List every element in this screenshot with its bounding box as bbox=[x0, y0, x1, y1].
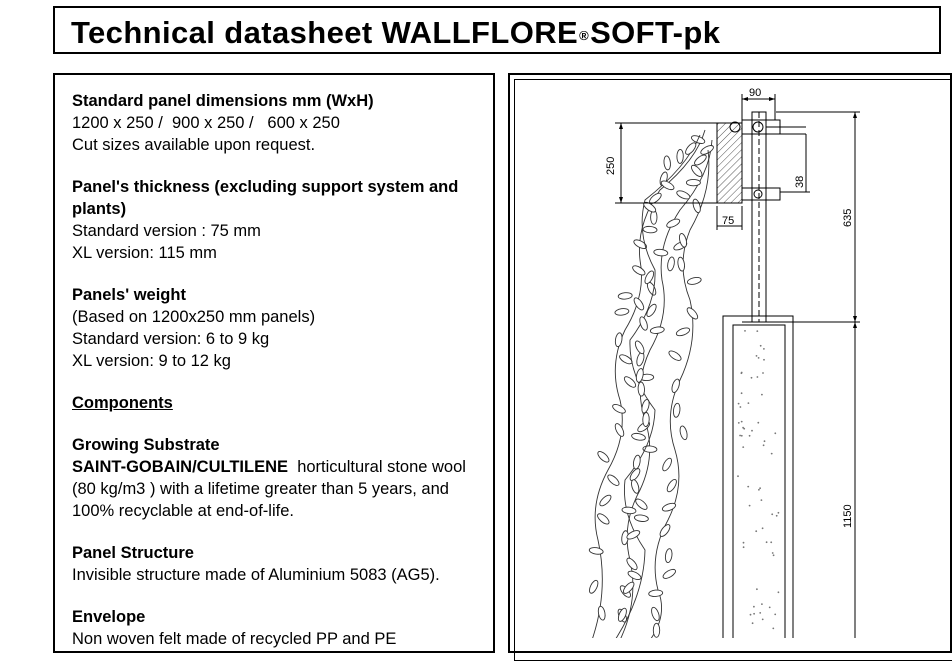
leaf-icon bbox=[675, 326, 690, 337]
leaf-icon bbox=[634, 497, 649, 511]
dim-arrow bbox=[853, 322, 857, 328]
texture-speck bbox=[771, 513, 773, 515]
substrate-heading: Growing Substrate bbox=[72, 436, 220, 454]
dimensions-line: 1200 x 250 / 900 x 250 / 600 x 250 bbox=[72, 114, 340, 132]
texture-speck bbox=[760, 345, 762, 347]
leaf-icon bbox=[589, 547, 604, 556]
leaf-icon bbox=[665, 478, 678, 493]
substrate-brand: SAINT-GOBAIN/CULTILENE bbox=[72, 458, 289, 476]
leaf-icon bbox=[614, 332, 623, 347]
texture-speck bbox=[755, 530, 757, 532]
texture-speck bbox=[743, 428, 745, 430]
texture-speck bbox=[759, 612, 761, 614]
texture-speck bbox=[744, 330, 746, 332]
texture-speck bbox=[763, 444, 765, 446]
structure-heading: Panel Structure bbox=[72, 544, 194, 562]
leaf-icon bbox=[662, 568, 677, 581]
texture-speck bbox=[772, 628, 774, 630]
texture-speck bbox=[762, 619, 764, 621]
dim-arrow bbox=[853, 112, 857, 118]
leaf-icon bbox=[588, 579, 600, 594]
leaf-icon bbox=[650, 326, 665, 334]
texture-speck bbox=[763, 348, 765, 350]
dim-arrow bbox=[619, 123, 623, 129]
leaf-icon bbox=[661, 502, 676, 513]
texture-speck bbox=[737, 475, 739, 477]
structure-text: Invisible structure made of Aluminium 5083 (AG5). bbox=[72, 566, 440, 584]
texture-speck bbox=[741, 372, 743, 374]
texture-speck bbox=[763, 359, 765, 361]
texture-speck bbox=[762, 372, 764, 374]
leaf-icon bbox=[670, 378, 680, 393]
leaf-icon bbox=[673, 403, 681, 418]
texture-speck bbox=[743, 542, 745, 544]
texture-speck bbox=[749, 435, 751, 437]
leaf-icon bbox=[631, 432, 646, 441]
leaf-icon bbox=[618, 292, 633, 300]
leaf-icon bbox=[630, 479, 640, 494]
dimensions-heading: Standard panel dimensions mm (WxH) bbox=[72, 92, 374, 110]
leaf-icon bbox=[615, 308, 630, 316]
registered-mark: ® bbox=[579, 28, 590, 43]
leaf-icon bbox=[634, 340, 646, 355]
bottom-bracket bbox=[742, 188, 780, 200]
leaf-icon bbox=[606, 473, 621, 487]
texture-speck bbox=[743, 546, 745, 548]
texture-speck bbox=[753, 613, 755, 615]
dim-label-upper: 635 bbox=[842, 208, 854, 227]
leaf-icon bbox=[667, 349, 682, 362]
title-suffix: SOFT-pk bbox=[590, 15, 721, 50]
leaf-icon bbox=[677, 257, 686, 272]
leaf-icon bbox=[663, 156, 671, 171]
leaf-icon bbox=[596, 450, 611, 464]
texture-speck bbox=[757, 422, 759, 424]
texture-speck bbox=[778, 591, 780, 593]
dim-label-width: 90 bbox=[749, 87, 762, 99]
leaf-icon bbox=[611, 403, 626, 415]
leaf-icon bbox=[598, 493, 613, 507]
texture-speck bbox=[741, 392, 743, 394]
leaf-icon bbox=[686, 179, 700, 185]
leaf-icon bbox=[661, 457, 673, 472]
texture-speck bbox=[738, 422, 740, 424]
thickness-line: XL version: 115 mm bbox=[72, 244, 217, 262]
leaf-icon bbox=[631, 264, 646, 277]
texture-speck bbox=[756, 355, 758, 357]
leaf-icon bbox=[643, 412, 650, 426]
texture-speck bbox=[770, 541, 772, 543]
leaf-icon bbox=[597, 606, 606, 621]
panel-section bbox=[717, 123, 742, 203]
post-texture bbox=[737, 330, 779, 629]
texture-speck bbox=[757, 376, 759, 378]
dim-label-panel-height: 250 bbox=[605, 156, 617, 175]
leaf-icon bbox=[638, 316, 649, 331]
post-infill bbox=[733, 325, 785, 638]
dim-arrow bbox=[853, 316, 857, 322]
texture-speck bbox=[761, 603, 763, 605]
components-heading: Components bbox=[72, 394, 173, 412]
leaf-icon bbox=[690, 164, 704, 179]
leaf-icon bbox=[677, 149, 684, 163]
texture-speck bbox=[751, 430, 753, 432]
leaf-icon bbox=[667, 256, 676, 271]
texture-speck bbox=[738, 403, 740, 405]
leaf-icon bbox=[699, 144, 714, 156]
texture-speck bbox=[750, 614, 752, 616]
leaf-icon bbox=[660, 179, 675, 191]
texture-speck bbox=[773, 554, 775, 556]
texture-speck bbox=[753, 606, 755, 608]
leaf-icon bbox=[635, 352, 645, 367]
texture-speck bbox=[747, 486, 749, 488]
texture-speck bbox=[761, 499, 763, 501]
texture-speck bbox=[766, 541, 768, 543]
thickness-heading: Panel's thickness (excluding support system and plants) bbox=[72, 178, 459, 218]
texture-speck bbox=[741, 421, 743, 423]
leaf-icon bbox=[632, 455, 641, 470]
plant-vine-illustration bbox=[588, 130, 715, 638]
envelope-heading: Envelope bbox=[72, 608, 146, 626]
leaf-icon bbox=[653, 623, 659, 637]
leaf-icon bbox=[627, 569, 642, 581]
leaf-icon bbox=[650, 606, 661, 621]
leaf-icon bbox=[634, 514, 649, 522]
leaf-icon bbox=[679, 425, 689, 440]
texture-speck bbox=[761, 394, 763, 396]
texture-speck bbox=[740, 406, 742, 408]
leaf-icon bbox=[692, 198, 702, 213]
envelope-text: Non woven felt made of recycled PP and PE bbox=[72, 630, 397, 648]
texture-speck bbox=[759, 487, 761, 489]
texture-speck bbox=[778, 512, 780, 514]
leaf-icon bbox=[654, 249, 669, 257]
texture-speck bbox=[771, 453, 773, 455]
bolt-icon bbox=[754, 190, 762, 198]
leaf-icon bbox=[666, 217, 681, 229]
texture-speck bbox=[774, 432, 776, 434]
texture-speck bbox=[756, 330, 758, 332]
title-prefix: Technical datasheet WALLFLORE bbox=[71, 15, 579, 50]
leaf-icon bbox=[596, 512, 611, 526]
dim-arrow bbox=[769, 97, 775, 101]
texture-speck bbox=[742, 446, 744, 448]
texture-speck bbox=[758, 357, 760, 359]
leaf-icon bbox=[687, 276, 702, 285]
dim-label-bracket: 38 bbox=[794, 175, 806, 188]
leaf-icon bbox=[665, 548, 673, 563]
vine-stem bbox=[650, 150, 709, 638]
weight-line: XL version: 9 to 12 kg bbox=[72, 352, 231, 370]
thickness-line: Standard version : 75 mm bbox=[72, 222, 261, 240]
leaf-icon bbox=[626, 529, 641, 541]
texture-speck bbox=[756, 588, 758, 590]
leaf-icon bbox=[613, 422, 625, 437]
weight-heading: Panels' weight bbox=[72, 286, 186, 304]
leaf-icon bbox=[684, 141, 698, 156]
bolt-icon bbox=[753, 122, 763, 132]
texture-speck bbox=[752, 622, 754, 624]
weight-line: (Based on 1200x250 mm panels) bbox=[72, 308, 316, 326]
substrate-text: horticultural stone wool (80 kg/m3 ) with a lifetime greater than 5 years, and 100% recyclable at end-of-life. bbox=[72, 458, 471, 520]
texture-speck bbox=[762, 527, 764, 529]
dim-label-depth: 75 bbox=[722, 215, 735, 227]
texture-speck bbox=[741, 435, 743, 437]
texture-speck bbox=[749, 505, 751, 507]
leaf-icon bbox=[648, 590, 663, 598]
leaf-icon bbox=[623, 375, 638, 389]
texture-speck bbox=[769, 607, 771, 609]
leaf-icon bbox=[622, 506, 637, 514]
weight-line: Standard version: 6 to 9 kg bbox=[72, 330, 270, 348]
texture-speck bbox=[774, 614, 776, 616]
dim-arrow bbox=[742, 97, 748, 101]
dimensions-line: Cut sizes available upon request. bbox=[72, 136, 316, 154]
dim-arrow bbox=[619, 197, 623, 203]
leaf-icon bbox=[693, 153, 708, 167]
texture-speck bbox=[776, 515, 778, 517]
texture-speck bbox=[751, 377, 753, 379]
leaf-icon bbox=[676, 189, 691, 201]
texture-speck bbox=[772, 552, 774, 554]
texture-speck bbox=[764, 440, 766, 442]
texture-speck bbox=[739, 435, 741, 437]
leaf-icon bbox=[643, 226, 657, 233]
dim-label-lower: 1150 bbox=[842, 504, 854, 528]
leaf-icon bbox=[638, 382, 645, 396]
texture-speck bbox=[758, 489, 760, 491]
texture-speck bbox=[748, 402, 750, 404]
